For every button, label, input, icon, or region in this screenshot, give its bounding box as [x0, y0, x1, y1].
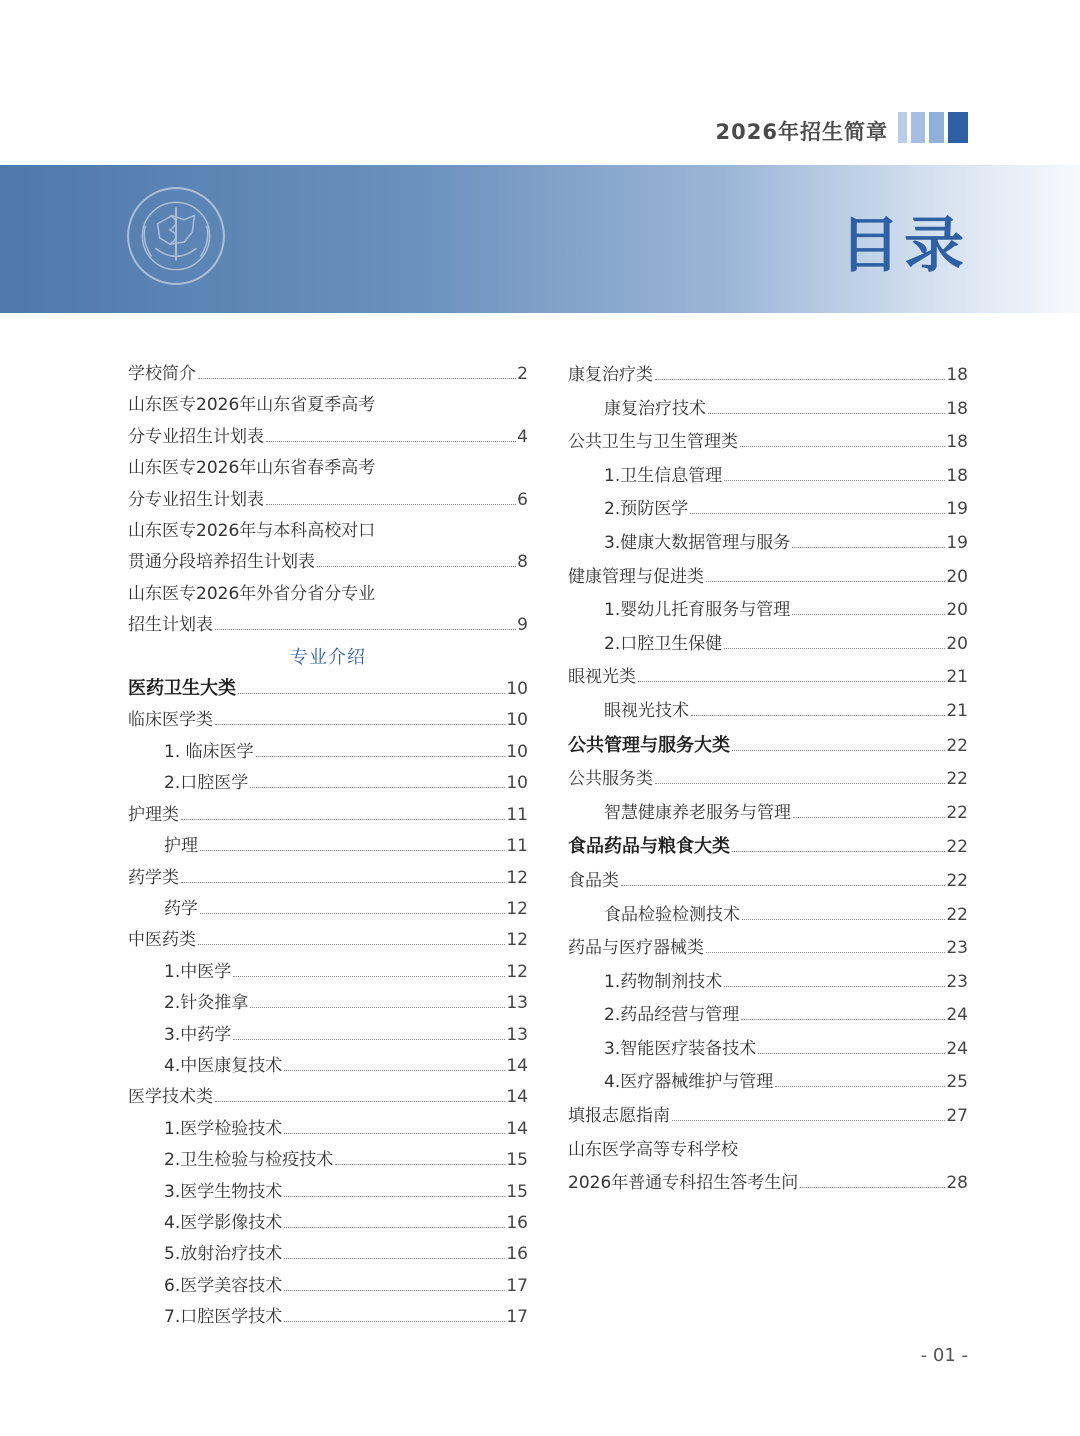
- toc-entry[interactable]: [128, 516, 528, 547]
- toc-entry-title: 1.医学检验技术: [164, 1118, 283, 1139]
- toc-entry-title: 山东医专2026年外省分省分专业: [128, 583, 376, 604]
- toc-page-number: 17: [506, 1275, 528, 1296]
- toc-page-number: 22: [946, 735, 968, 756]
- toc-dot-leader: [233, 976, 505, 977]
- toc-entry-title: 康复治疗类: [568, 365, 653, 385]
- toc-entry[interactable]: [128, 831, 528, 862]
- toc-dot-leader: [200, 850, 505, 851]
- header-bar-1: [898, 112, 907, 143]
- toc-entry-title: 5.放射治疗技术: [164, 1244, 283, 1265]
- toc-entry[interactable]: [568, 1167, 968, 1201]
- toc-dot-leader: [215, 724, 505, 725]
- toc-page-number: 12: [506, 898, 528, 919]
- toc-entry-title: 4.中医康复技术: [164, 1055, 283, 1076]
- toc-entry[interactable]: [128, 1114, 528, 1145]
- toc-entry[interactable]: [568, 1033, 968, 1067]
- toc-dot-leader: [215, 1101, 505, 1102]
- toc-entry[interactable]: [568, 661, 968, 695]
- toc-dot-leader: [655, 783, 945, 784]
- toc-dot-leader: [335, 1164, 505, 1165]
- toc-entry-title: 护理类: [128, 804, 179, 825]
- toc-page-number: 18: [946, 398, 968, 419]
- toc-dot-leader: [742, 919, 945, 920]
- toc-section-heading: 专业介绍: [290, 646, 366, 668]
- toc-entry[interactable]: [128, 957, 528, 988]
- header-bar-4: [948, 112, 968, 143]
- toc-dot-leader: [792, 547, 945, 548]
- toc-page-number: 10: [506, 679, 528, 700]
- toc-dot-leader: [724, 986, 945, 987]
- toc-dot-leader: [250, 787, 505, 788]
- toc-page-number: 10: [506, 741, 528, 762]
- toc-entry[interactable]: [568, 999, 968, 1033]
- toc-entry-title: 食品检验检测技术: [604, 904, 740, 925]
- school-seal-icon: [125, 185, 227, 287]
- toc-entry[interactable]: [128, 1177, 528, 1208]
- toc-dot-leader: [706, 952, 945, 953]
- toc-page-number: 19: [946, 532, 968, 553]
- toc-entry[interactable]: [568, 1066, 968, 1100]
- toc-page-number: 14: [506, 1118, 528, 1139]
- toc-page-number: 23: [946, 938, 968, 959]
- toc-entry[interactable]: [128, 705, 528, 736]
- toc-dot-leader: [740, 446, 945, 447]
- toc-entry[interactable]: [128, 1271, 528, 1302]
- toc-entry[interactable]: [568, 628, 968, 662]
- toc-entry-title: 3.医学生物技术: [164, 1181, 283, 1202]
- toc-page-number: 20: [946, 633, 968, 654]
- toc-page-number: 22: [946, 802, 968, 823]
- toc-entry-title: 食品类: [568, 870, 619, 891]
- toc-dot-leader: [200, 913, 505, 914]
- toc-entry-title: 2.药品经营与管理: [604, 1005, 740, 1026]
- toc-entry[interactable]: [568, 359, 968, 393]
- toc-page-number: 14: [506, 1055, 528, 1076]
- toc-entry[interactable]: [128, 579, 528, 610]
- toc-page-number: 27: [946, 1106, 968, 1127]
- toc-entry-title: 分专业招生计划表: [128, 426, 264, 447]
- toc-page-number: 16: [506, 1244, 528, 1265]
- toc-page-number: 20: [946, 566, 968, 587]
- toc-entry[interactable]: [568, 763, 968, 797]
- toc-dot-leader: [284, 1258, 505, 1259]
- toc-page-number: 18: [946, 465, 968, 486]
- toc-page-number: 28: [946, 1173, 968, 1194]
- toc-entry[interactable]: [568, 1100, 968, 1134]
- toc-entry-title: 公共服务类: [568, 769, 653, 790]
- toc-page-number: 21: [946, 667, 968, 688]
- toc-dot-leader: [284, 1321, 505, 1322]
- toc-page-number: 9: [517, 615, 528, 636]
- toc-entry-title: 3.智能医疗装备技术: [604, 1038, 757, 1059]
- toc-entry-title: 分专业招生计划表: [128, 489, 264, 510]
- toc-entry-title: 山东医学高等专科学校: [568, 1139, 738, 1160]
- toc-entry-title: 2026年普通专科招生答考生问: [568, 1173, 799, 1194]
- toc-entry[interactable]: [128, 1020, 528, 1051]
- toc-dot-leader: [284, 1227, 505, 1228]
- toc-entry[interactable]: [568, 830, 968, 865]
- toc-dot-leader: [732, 750, 945, 751]
- toc-dot-leader: [181, 882, 505, 883]
- toc-entry[interactable]: [128, 894, 528, 925]
- toc-dot-leader: [266, 441, 516, 442]
- toc-dot-leader: [655, 379, 945, 380]
- toc-entry[interactable]: [568, 426, 968, 460]
- toc-page-number: 22: [946, 870, 968, 891]
- toc-entry[interactable]: [128, 359, 528, 390]
- toc-page-number: 4: [517, 426, 528, 447]
- toc-entry-title: 护理: [164, 836, 198, 857]
- toc-dot-leader: [284, 1290, 505, 1291]
- toc-entry-title: 2.针灸推拿: [164, 993, 249, 1014]
- toc-dot-leader: [266, 504, 516, 505]
- toc-entry[interactable]: [568, 966, 968, 1000]
- toc-page-number: 2: [517, 364, 528, 384]
- toc-page-number: 22: [946, 837, 968, 858]
- toc-dot-leader: [250, 1007, 505, 1008]
- toc-entry[interactable]: [128, 1302, 528, 1333]
- toc-entry-title: 智慧健康养老服务与管理: [604, 802, 791, 823]
- toc-dot-leader: [732, 851, 945, 852]
- toc-entry[interactable]: [568, 1134, 968, 1168]
- toc-dot-leader: [284, 1196, 505, 1197]
- toc-entry-title: 公共管理与服务大类: [568, 734, 730, 756]
- toc-entry-title: 2.预防医学: [604, 499, 689, 520]
- toc-entry-title: 1.药物制剂技术: [604, 971, 723, 992]
- toc-entry-title: 康复治疗技术: [604, 398, 706, 419]
- toc-page-number: 12: [506, 961, 528, 982]
- toc-page-number: 18: [946, 365, 968, 385]
- toc-entry-title: 1. 临床医学: [164, 741, 254, 762]
- toc-page-number: 14: [506, 1087, 528, 1108]
- toc-entry[interactable]: [568, 527, 968, 561]
- toc-entry[interactable]: [128, 1145, 528, 1176]
- toc-entry-title: 1.中医学: [164, 961, 232, 982]
- toc-page-number: 21: [946, 700, 968, 721]
- toc-entry[interactable]: [128, 1082, 528, 1113]
- toc-page-number: 16: [506, 1212, 528, 1233]
- page-title: 目录: [840, 211, 968, 281]
- toc-entry[interactable]: [128, 1239, 528, 1270]
- toc-entry-title: 药学类: [128, 867, 179, 888]
- toc-page-number: 8: [517, 552, 528, 573]
- toc-dot-leader: [724, 480, 945, 481]
- toc-page-number: 24: [946, 1038, 968, 1059]
- toc-entry[interactable]: [128, 453, 528, 484]
- toc-dot-leader: [238, 693, 505, 694]
- toc-entry-title: 中医药类: [128, 930, 196, 951]
- toc-entry-title: 2.口腔卫生保健: [604, 633, 723, 654]
- toc-entry-title: 山东医专2026年与本科高校对口: [128, 521, 376, 542]
- toc-entry[interactable]: [128, 390, 528, 421]
- toc-page-number: 20: [946, 600, 968, 621]
- toc-dot-leader: [708, 413, 945, 414]
- toc-entry-title: 招生计划表: [128, 615, 213, 636]
- toc-dot-leader: [741, 1019, 945, 1020]
- toc-entry[interactable]: [568, 594, 968, 628]
- toc-page-number: 10: [506, 773, 528, 794]
- toc-dot-leader: [800, 1187, 945, 1188]
- toc-entry-title: 1.婴幼儿托育服务与管理: [604, 600, 791, 621]
- toc-page-number: 15: [506, 1150, 528, 1171]
- toc-entry[interactable]: [568, 932, 968, 966]
- toc-dot-leader: [690, 513, 945, 514]
- toc-entry-title: 3.健康大数据管理与服务: [604, 532, 791, 553]
- toc-dot-leader: [775, 1086, 945, 1087]
- toc-entry[interactable]: [128, 988, 528, 1019]
- toc-left-column: [128, 359, 528, 1334]
- header-bar-3: [929, 112, 944, 143]
- toc-dot-leader: [284, 1133, 505, 1134]
- toc-entry-title: 学校简介: [128, 364, 196, 384]
- toc-entry-title: 公共卫生与卫生管理类: [568, 432, 738, 453]
- header-title: 2026年招生简章: [715, 120, 888, 144]
- toc-entry[interactable]: [128, 422, 528, 453]
- toc-dot-leader: [792, 614, 945, 615]
- toc-entry[interactable]: [128, 1051, 528, 1082]
- toc-entry[interactable]: [568, 493, 968, 527]
- toc-entry-title: 食品药品与粮食大类: [568, 836, 730, 858]
- toc-entry[interactable]: [568, 899, 968, 933]
- toc-entry-title: 贯通分段培养招生计划表: [128, 552, 315, 573]
- toc-dot-leader: [181, 819, 505, 820]
- toc-page-number: 15: [506, 1181, 528, 1202]
- toc-page-number: 11: [506, 836, 528, 857]
- toc-entry-title: 4.医学影像技术: [164, 1212, 283, 1233]
- toc-dot-leader: [233, 1039, 505, 1040]
- toc-entry-title: 填报志愿指南: [568, 1106, 670, 1127]
- toc-page-number: 6: [517, 489, 528, 510]
- toc-dot-leader: [198, 944, 505, 945]
- header-bar-2: [911, 112, 925, 143]
- toc-page-number: 24: [946, 1005, 968, 1026]
- toc-entry[interactable]: [568, 695, 968, 729]
- toc-dot-leader: [621, 885, 945, 886]
- toc-dot-leader: [284, 1070, 505, 1071]
- toc-entry-title: 1.卫生信息管理: [604, 465, 723, 486]
- toc-entry-title: 医学技术类: [128, 1087, 213, 1108]
- toc-dot-leader: [638, 681, 945, 682]
- toc-page-number: 19: [946, 499, 968, 520]
- toc-page-number: 23: [946, 971, 968, 992]
- toc-dot-leader: [198, 378, 516, 379]
- toc-right-column: [568, 359, 968, 1201]
- toc-dot-leader: [317, 566, 516, 567]
- toc-entry[interactable]: [128, 925, 528, 956]
- toc-entry-title: 山东医专2026年山东省春季高考: [128, 458, 376, 479]
- toc-dot-leader: [256, 756, 506, 757]
- toc-entry-title: 3.中药学: [164, 1024, 232, 1045]
- toc-dot-leader: [215, 629, 516, 630]
- toc-dot-leader: [793, 817, 945, 818]
- toc-entry[interactable]: [568, 393, 968, 427]
- toc-dot-leader: [706, 581, 945, 582]
- toc-page-number: 13: [506, 1024, 528, 1045]
- toc-page-number: 11: [506, 804, 528, 825]
- toc-page-number: 12: [506, 930, 528, 951]
- toc-entry[interactable]: [568, 729, 968, 764]
- toc-entry-title: 眼视光类: [568, 667, 636, 688]
- toc-page-number: 18: [946, 432, 968, 453]
- page-number: - 01 -: [920, 1345, 968, 1366]
- toc-entry-title: 眼视光技术: [604, 700, 689, 721]
- toc-entry[interactable]: [128, 485, 528, 516]
- toc-page-number: 25: [946, 1072, 968, 1093]
- toc-entry[interactable]: [568, 460, 968, 494]
- toc-entry-title: 2.口腔医学: [164, 773, 249, 794]
- toc-entry[interactable]: [128, 673, 528, 705]
- toc-page-number: 22: [946, 904, 968, 925]
- toc-entry-title: 健康管理与促进类: [568, 566, 704, 587]
- toc-dot-leader: [691, 715, 945, 716]
- toc-entry[interactable]: [568, 561, 968, 595]
- toc-entry-title: 药品与医疗器械类: [568, 938, 704, 959]
- toc-entry-title: 临床医学类: [128, 710, 213, 731]
- toc-entry-title: 7.口腔医学技术: [164, 1307, 283, 1328]
- toc-entry-title: 山东医专2026年山东省夏季高考: [128, 395, 376, 416]
- toc-entry-title: 4.医疗器械维护与管理: [604, 1072, 774, 1093]
- toc-entry[interactable]: [128, 737, 528, 768]
- toc-dot-leader: [672, 1120, 945, 1121]
- toc-page-number: 17: [506, 1307, 528, 1328]
- toc-entry[interactable]: [128, 768, 528, 799]
- toc-page-number: 10: [506, 710, 528, 731]
- toc-page-number: 13: [506, 993, 528, 1014]
- toc-page-number: 22: [946, 769, 968, 790]
- toc-entry[interactable]: [128, 610, 528, 641]
- toc-entry[interactable]: [128, 800, 528, 831]
- toc-entry-title: 药学: [164, 898, 198, 919]
- toc-entry[interactable]: [568, 797, 968, 831]
- header-bars-decoration: [898, 112, 968, 143]
- toc-entry[interactable]: [128, 863, 528, 894]
- toc-entry[interactable]: [128, 1208, 528, 1239]
- toc-entry[interactable]: [128, 547, 528, 578]
- toc-entry-title: 2.卫生检验与检疫技术: [164, 1150, 334, 1171]
- toc-entry-title: 6.医学美容技术: [164, 1275, 283, 1296]
- toc-entry[interactable]: [568, 865, 968, 899]
- toc-page-number: 12: [506, 867, 528, 888]
- toc-dot-leader: [758, 1053, 945, 1054]
- toc-entry-title: 医药卫生大类: [128, 678, 236, 700]
- toc-dot-leader: [724, 648, 945, 649]
